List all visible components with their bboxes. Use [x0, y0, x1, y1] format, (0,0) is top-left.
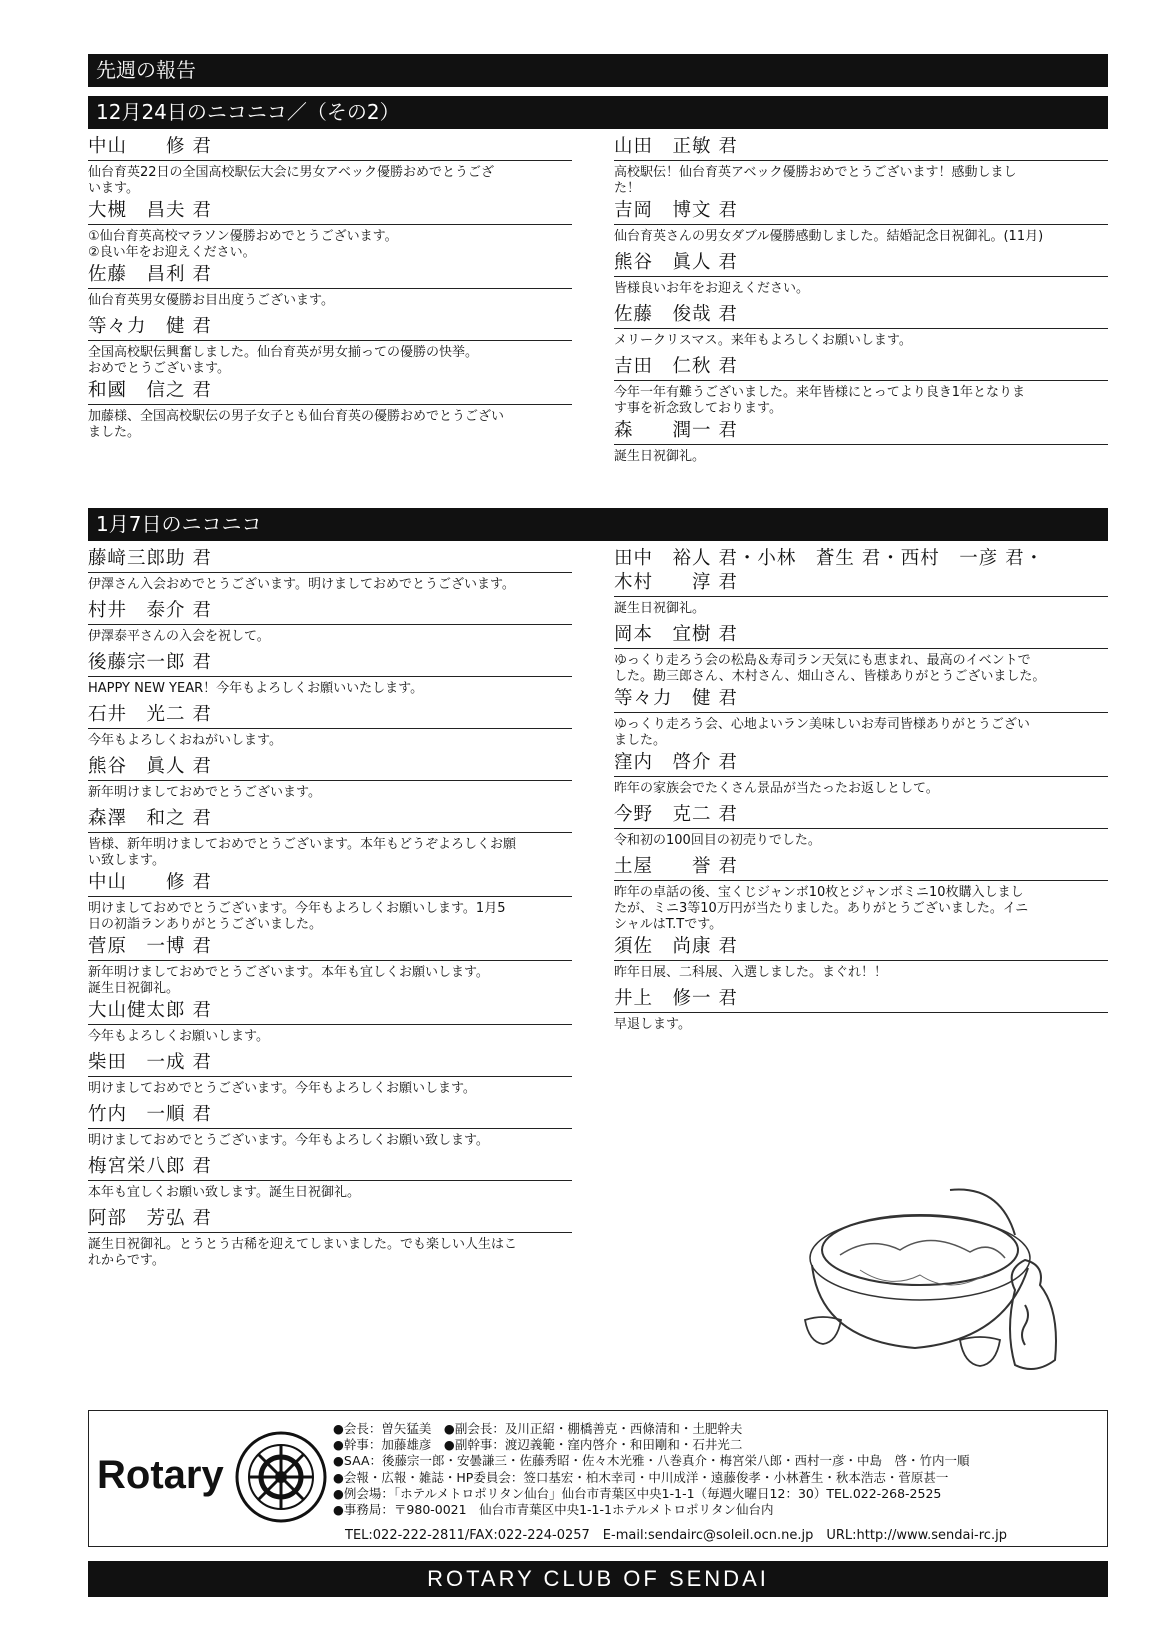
member-message: メリークリスマス。来年もよろしくお願いします。	[614, 333, 912, 348]
member-name: 藤﨑三郎助 君	[88, 545, 572, 573]
officer-line: ●事務局：〒980-0021 仙台市青葉区中央1-1-1ホテルメトロポリタン仙台内	[333, 1502, 774, 1518]
officer-line: ●会報・広報・雑誌・HP委員会：签口基宏・柏木幸司・中川成洋・遠藤俊孝・小林蒼生・秋本浩志・菅原甚一	[333, 1469, 949, 1485]
donation-entry	[614, 621, 1108, 685]
member-name: 森 潤一 君	[614, 417, 1108, 445]
donation-entry	[88, 805, 572, 869]
club-name-banner: ROTARY CLUB OF SENDAI	[88, 1561, 1108, 1597]
officer-line: ●SAA：後藤宗一郎・安曇謙三・佐藤秀昭・佐々木光雅・八巻真介・梅宮栄八郎・西村一彦・中島 啓・竹内一順	[333, 1453, 970, 1469]
member-message: 今年もよろしくおねがいします。	[88, 733, 282, 748]
member-name: 吉岡 博文 君	[614, 197, 1108, 225]
section-header-report: 先週の報告	[88, 54, 1108, 87]
member-name: 須佐 尚康 君	[614, 933, 1108, 961]
donation-entry	[88, 197, 572, 261]
section-header-dec24: 12月24日のニコニコ／（その2）	[88, 96, 1108, 129]
jan7-left-column	[88, 545, 572, 1269]
donation-entry	[614, 353, 1108, 417]
member-name: 石井 光二 君	[88, 701, 572, 729]
donation-entry	[614, 197, 1108, 249]
donation-entry	[614, 417, 1108, 469]
member-name: 窪内 啓介 君	[614, 749, 1108, 777]
member-name: 山田 正敏 君	[614, 133, 1108, 161]
donation-entry	[614, 749, 1108, 801]
member-name: 土屋 誉 君	[614, 853, 1108, 881]
donation-entry	[88, 753, 572, 805]
member-name: 佐藤 俊哉 君	[614, 301, 1108, 329]
dec24-left-column	[88, 133, 572, 441]
donation-entry	[88, 597, 572, 649]
member-message: 誕生日祝御礼。	[614, 601, 706, 616]
donation-entry	[88, 261, 572, 313]
member-message: 明けましておめでとうございます。今年もよろしくお願いします。	[88, 1081, 476, 1096]
member-message: 昨年の卓話の後、宝くじジャンボ10枚とジャンボミニ10枚購入しまし たが、ミニ3等10万円が当たりました。ありがとうございました。イニ シャルはT.Tです。	[614, 885, 1029, 932]
member-name: 梅宮栄八郎 君	[88, 1153, 572, 1181]
donation-entry	[88, 313, 572, 377]
donation-entry	[614, 545, 1108, 621]
member-message: 仙台育英22日の全国高校駅伝大会に男女アベック優勝おめでとうござ います。	[88, 165, 495, 196]
officer-line: ●会長：曽矢猛美 ●副会長：及川正紹・棚橋善克・西條清和・土肥幹夫	[333, 1421, 743, 1436]
member-name: 大槻 昌夫 君	[88, 197, 572, 225]
donation-entry	[614, 249, 1108, 301]
donation-entry	[88, 869, 572, 933]
member-name: 大山健太郎 君	[88, 997, 572, 1025]
member-message: 新年明けましておめでとうございます。	[88, 785, 321, 800]
club-info-box	[88, 1410, 1108, 1547]
member-message: 皆様、新年明けましておめでとうございます。本年もどうぞよろしくお願 い致します。	[88, 837, 516, 868]
donation-entry	[614, 301, 1108, 353]
member-message: 明けましておめでとうございます。今年もよろしくお願い致します。	[88, 1133, 489, 1148]
member-message: ゆっくり走ろう会の松島＆寿司ラン天気にも恵まれ、最高のイベントで した。勘三郎さん、木村さん、畑山さん、皆様ありがとうございました。	[614, 653, 1046, 684]
donation-entry	[88, 133, 572, 197]
member-name: 等々力 健 君	[88, 313, 572, 341]
member-message: ゆっくり走ろう会、心地よいラン美味しいお寿司皆様ありがとうござい ました。	[614, 717, 1030, 748]
member-message: 仙台育英男女優勝お目出度うございます。	[88, 293, 334, 308]
donation-entry	[88, 1101, 572, 1153]
donation-entry	[88, 933, 572, 997]
member-message: 本年も宜しくお願い致します。誕生日祝御礼。	[88, 1185, 360, 1200]
member-name: 佐藤 昌利 君	[88, 261, 572, 289]
member-name: 阿部 芳弘 君	[88, 1205, 572, 1233]
member-message: 明けましておめでとうございます。今年もよろしくお願いします。1月5 日の初詣ランありがとうございました。	[88, 901, 506, 932]
officer-line: ●幹事：加藤雄彦 ●副幹事：渡辺義範・窪内啓介・和田剛和・石井光二	[333, 1437, 743, 1453]
member-name: 森澤 和之 君	[88, 805, 572, 833]
member-name: 竹内 一順 君	[88, 1101, 572, 1129]
member-message: 早退します。	[614, 1017, 691, 1032]
member-message: 高校駅伝！仙台育英アベック優勝おめでとうございます！感動しまし た！	[614, 165, 1017, 196]
dec24-right-column	[614, 133, 1108, 469]
member-name: 村井 泰介 君	[88, 597, 572, 625]
member-message: 昨年日展、二科展、入選しました。まぐれ！！	[614, 965, 888, 980]
donation-entry	[614, 985, 1108, 1037]
member-message: 誕生日祝御礼。	[614, 449, 706, 464]
donation-entry	[614, 133, 1108, 197]
member-name: 田中 裕人 君・小林 蒼生 君・西村 一彦 君・ 木村 淳 君	[614, 545, 1108, 597]
rotary-logo-text: Rotary	[97, 1453, 224, 1497]
donation-entry	[88, 649, 572, 701]
contact-info: TEL:022-222-2811/FAX:022-224-0257 E-mail:sendairc@soleil.ocn.ne.jp URL:http://www.sendai-rc.jp	[345, 1528, 1007, 1543]
donation-entry	[88, 377, 572, 441]
donation-entry	[614, 853, 1108, 933]
member-name: 菅原 一博 君	[88, 933, 572, 961]
member-name: 熊谷 眞人 君	[88, 753, 572, 781]
member-message: ①仙台育英高校マラソン優勝おめでとうございます。 ②良い年をお迎えください。	[88, 229, 398, 260]
rotary-wheel-icon	[235, 1431, 327, 1523]
donation-entry	[614, 933, 1108, 985]
member-message: 新年明けましておめでとうございます。本年も宜しくお願いします。 誕生日祝御礼。	[88, 965, 489, 996]
member-message: 誕生日祝御礼。とうとう古稀を迎えてしまいました。でも楽しい人生はこ れからです。	[88, 1237, 518, 1268]
member-name: 熊谷 眞人 君	[614, 249, 1108, 277]
donation-entry	[88, 1049, 572, 1101]
nabe-pot-illustration	[800, 1180, 1070, 1385]
member-message: 今年一年有難うございました。来年皆様にとってより良き1年となりま す事を祈念致しております。	[614, 385, 1026, 416]
member-message: 伊澤さん入会おめでとうございます。明けましておめでとうございます。	[88, 577, 515, 592]
jan7-right-column	[614, 545, 1108, 1037]
member-message: 令和初の100回目の初売りでした。	[614, 833, 821, 848]
member-name: 中山 修 君	[88, 133, 572, 161]
donation-entry	[88, 997, 572, 1049]
donation-entry	[614, 801, 1108, 853]
member-message: 皆様良いお年をお迎えください。	[614, 281, 810, 296]
donation-entry	[88, 545, 572, 597]
member-name: 和國 信之 君	[88, 377, 572, 405]
officer-list	[333, 1421, 970, 1518]
officer-line: ●例会場：「ホテルメトロポリタン仙台」仙台市青葉区中央1-1-1（毎週火曜日12：30）TEL.022-268-2525	[333, 1485, 942, 1501]
member-name: 岡本 宜樹 君	[614, 621, 1108, 649]
member-message: 全国高校駅伝興奮しました。仙台育英が男女揃っての優勝の快挙。 おめでとうございます。	[88, 345, 479, 376]
member-message: HAPPY NEW YEAR！今年もよろしくお願いいたします。	[88, 681, 424, 696]
member-message: 昨年の家族会でたくさん景品が当たったお返しとして。	[614, 781, 939, 796]
donation-entry	[88, 1205, 572, 1269]
member-name: 中山 修 君	[88, 869, 572, 897]
donation-entry	[614, 685, 1108, 749]
section-header-jan7: 1月7日のニコニコ	[88, 508, 1108, 541]
donation-entry	[88, 1153, 572, 1205]
member-name: 柴田 一成 君	[88, 1049, 572, 1077]
member-name: 等々力 健 君	[614, 685, 1108, 713]
donation-entry	[88, 701, 572, 753]
member-message: 加藤様、全国高校駅伝の男子女子とも仙台育英の優勝おめでとうござい ました。	[88, 409, 505, 440]
member-name: 後藤宗一郎 君	[88, 649, 572, 677]
member-message: 仙台育英さんの男女ダブル優勝感動しました。結婚記念日祝御礼。(11月)	[614, 229, 1044, 244]
member-message: 伊澤泰平さんの入会を祝して。	[88, 629, 270, 644]
member-name: 今野 克二 君	[614, 801, 1108, 829]
member-name: 井上 修一 君	[614, 985, 1108, 1013]
member-message: 今年もよろしくお願いします。	[88, 1029, 269, 1044]
member-name: 吉田 仁秋 君	[614, 353, 1108, 381]
